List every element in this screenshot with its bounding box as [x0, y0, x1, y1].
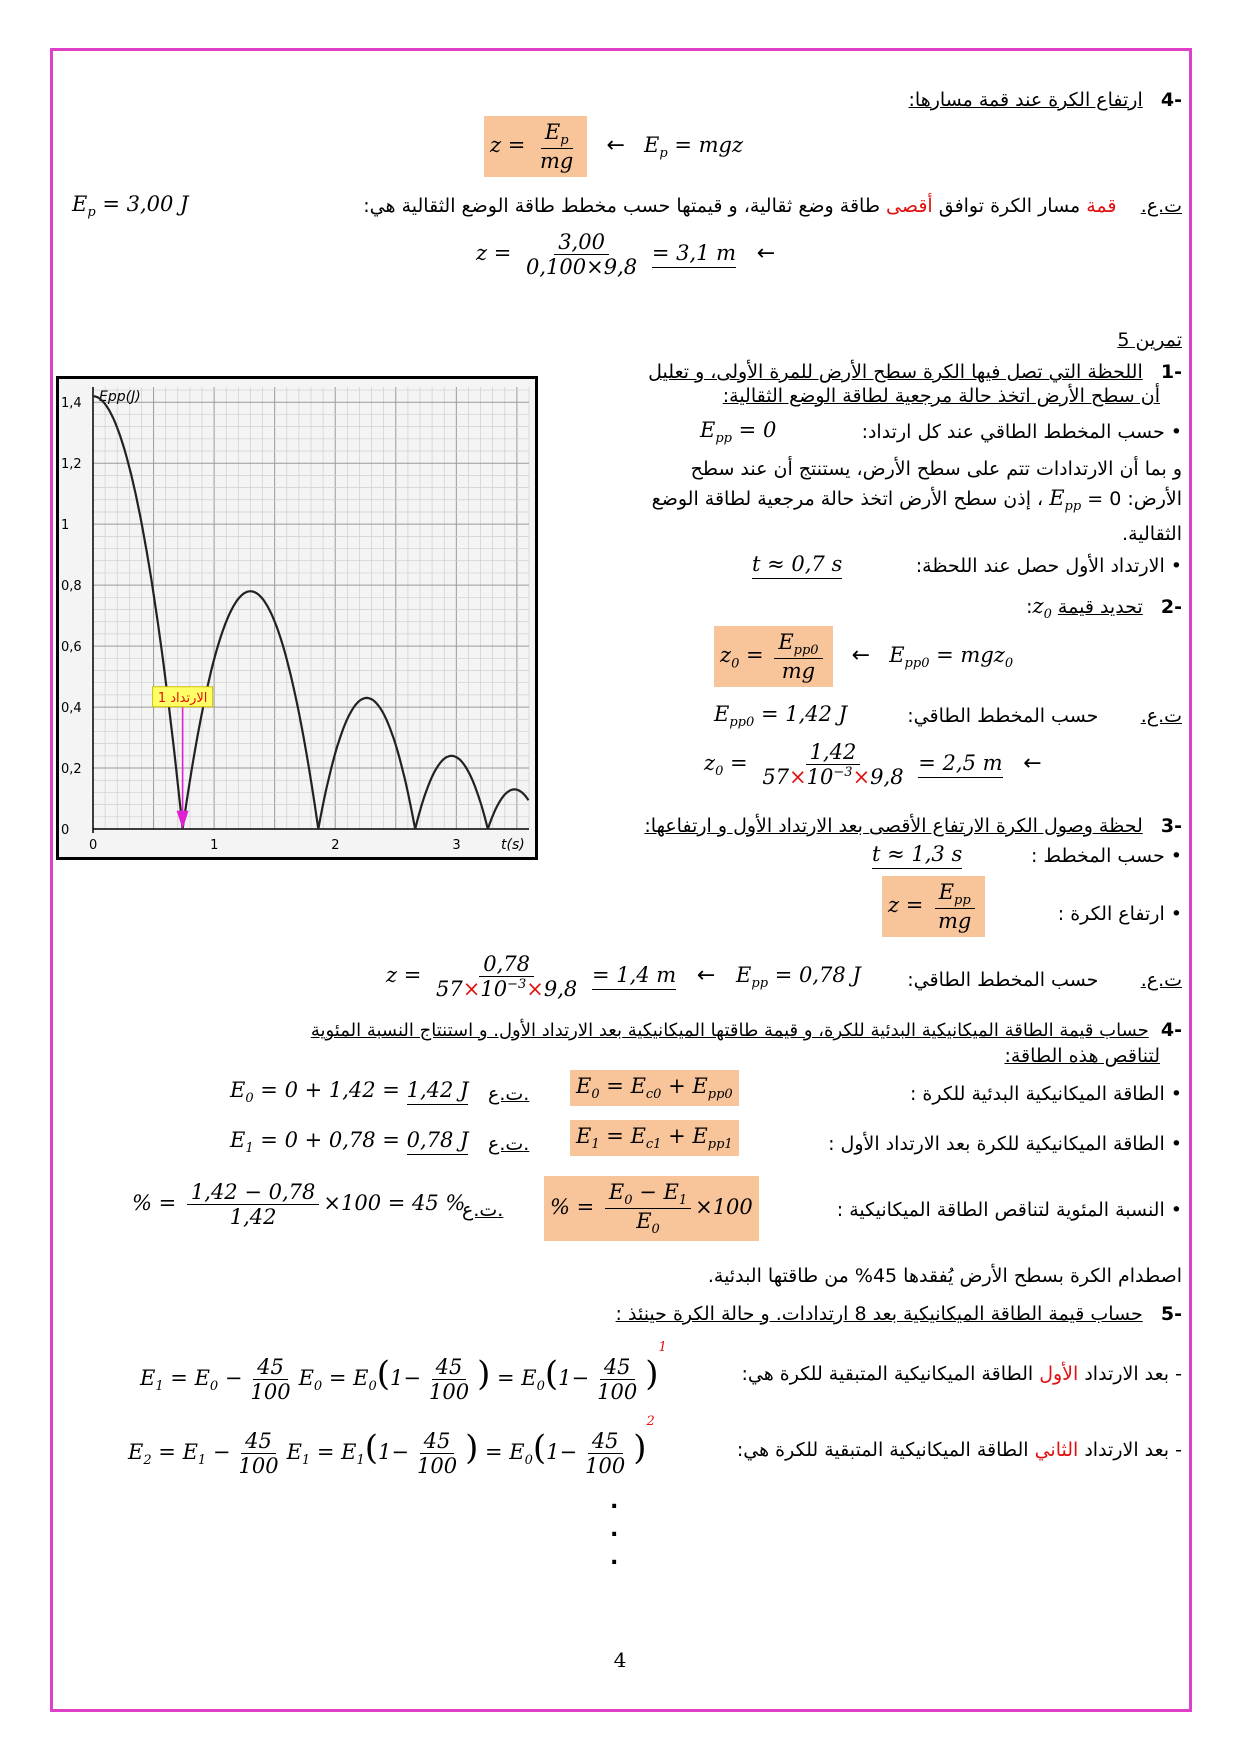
ex5-q5-number: -5: [1160, 1303, 1182, 1325]
ex5-q1-b1-text: • حسب المخطط الطاقي عند كل ارتداد:: [861, 421, 1182, 443]
arrow-icon: ←: [1023, 751, 1042, 776]
ex5-q4-heading-2: [1004, 1042, 1160, 1070]
ex5-q4-b1-te: [488, 1080, 529, 1108]
ex5-q3-formula-row: [882, 876, 985, 937]
q4-calc-num: 3,00: [554, 230, 609, 255]
ex5-q4-b2: • الطاقة الميكانيكية للكرة بعد الارتداد الأول :: [828, 1133, 1182, 1155]
ex5-q4-b1-result: $E_0 = 0 + 1,42 = 1,42$ J: [230, 1078, 469, 1107]
ex5-q4-b3-num: 1,42 − 0,78: [187, 1180, 319, 1205]
q4-text-red-1: قمة: [1086, 195, 1117, 217]
y-tick-label: 1,2: [61, 457, 82, 473]
ex5-q5-exp2: 2: [646, 1414, 655, 1429]
ex5-q4-conclusion: اصطدام الكرة بسطح الأرض يُفقدها 45% من طاقتها البدئية.: [707, 1265, 1182, 1287]
q4-text-part: طاقة وضع ثقالية، و قيمتها حسب مخطط طاقة الوضع الثقالية هي:: [363, 195, 886, 217]
y-tick-label: 0,6: [61, 640, 82, 656]
q4-calc-result: = 3,1 m: [652, 241, 736, 268]
te-label: ت.ع.: [1140, 969, 1182, 991]
ex5-q4-b2-te: [488, 1130, 529, 1158]
y-tick-label: 1,4: [61, 396, 82, 412]
page-number: 4: [613, 1648, 627, 1672]
ex5-q2-colon: :: [1026, 596, 1033, 618]
ex5-q4-heading: [62, 1016, 1182, 1045]
y-tick-label: 0: [61, 823, 70, 838]
ellipsis-dot: .: [610, 1489, 619, 1514]
ex5-q2-calc-num: 1,42: [806, 740, 861, 765]
ex5-q5-title: حساب قيمة الطاقة الميكانيكية بعد 8 ارتدادات. و حالة الكرة حينئذ :: [615, 1303, 1143, 1325]
te-label: ت.ع.: [488, 1083, 530, 1105]
ex5-q4-b1-formula: $E_0 = E_{c0} + E_{pp0}$: [570, 1070, 739, 1106]
ex5-q5-l1-red: الأول: [1039, 1363, 1079, 1385]
y-axis-label: Epp(J): [99, 389, 141, 405]
ex5-q4-b3-calc: % = $\frac{1,42 - 0,78}{1,42}$ ×100 = 45 %: [132, 1180, 466, 1229]
ex5-q1-p2: [652, 484, 1182, 521]
ex5-q3-title: لحظة وصول الكرة الارتفاع الأقصى بعد الارتداد الأول و ارتفاعها:: [644, 815, 1143, 837]
ex5-q3-formula: z = $\frac{E_{pp}}{mg}$: [882, 876, 985, 937]
ex5-q5-exp1: 1: [658, 1340, 667, 1355]
te-label: ت.ع.: [488, 1133, 530, 1155]
ex5-title: [1117, 326, 1182, 354]
ex5-q2-te: [907, 702, 1182, 730]
x-tick-label: 2: [331, 838, 340, 853]
ex5-q5-l2-c: الطاقة الميكانيكية المتبقية للكرة هي:: [736, 1439, 1035, 1461]
ex5-q1-p2-math: $E_{pp}$: [1049, 486, 1082, 515]
q4-ep-value: $E_p = 3,00$ J: [72, 192, 189, 221]
arrow-icon: ←: [696, 963, 716, 988]
ex5-q2-calc: $z_0$ = $\frac{1,42}{57\times 10^{-3}\times 9,8}$ = 2,5 m ←: [704, 740, 1042, 789]
energy-chart-svg: [59, 379, 535, 857]
ex5-q3-calc-num: 0,78: [479, 952, 534, 977]
ex5-q4-title-1: حساب قيمة الطاقة الميكانيكية البدئية للكرة، و قيمة طاقتها الميكانيكية بعد الارتداد الأول. و استنتاج النسبة المئوية: [310, 1020, 1149, 1041]
y-tick-label: 0,2: [61, 762, 82, 778]
ex5-q4-b3-result: ×100 = 45 %: [323, 1191, 466, 1215]
ex5-q5-l2-a: - بعد الارتداد: [1078, 1439, 1182, 1461]
ex5-q2-calc-den: $57\times 10^{-3}\times 9,8$: [762, 765, 904, 789]
q4-heading: [909, 86, 1182, 114]
y-tick-label: 0,4: [61, 701, 82, 717]
q4-formula-ep: $E_p$ = mgz: [644, 133, 744, 162]
arrow-icon: ←: [756, 241, 776, 266]
ex5-q3-b2: • ارتفاع الكرة :: [1057, 903, 1182, 925]
ex5-q3-text: حسب المخطط الطاقي:: [907, 969, 1099, 991]
ex5-q1-p2-a: الأرض: 0 =: [1081, 488, 1182, 510]
ex5-q1-number: -1: [1160, 361, 1182, 383]
ex5-q3-calc: z = $\frac{0,78}{57\times 10^{-3}\times 9,8}$ = 1,4 m ← $E_{pp} = 0,78$ J: [386, 952, 861, 1001]
ex5-q1-p1: و بما أن الارتدادات تتم على سطح الأرض، يستنتج أن عند سطح: [690, 458, 1182, 480]
ex5-q2-formula: $z_0$ = $\frac{E_{pp0}}{mg}$: [714, 626, 833, 687]
ex5-q4-b2-result: $E_1 = 0 + 0,78 = 0,78$ J: [230, 1128, 469, 1157]
ex5-q1-b1-eq: $E_{pp} = 0$: [700, 418, 777, 447]
ex5-q2-value: $E_{pp0} = 1,42$ J: [714, 702, 848, 731]
ex5-q2-heading: [1026, 592, 1182, 629]
energy-graph: [56, 376, 538, 860]
ex5-q3-calc-den: $57\times 10^{-3}\times 9,8$: [436, 977, 578, 1001]
ex5-q2-z0: $z_0$: [1032, 594, 1052, 623]
ex5-q1-title-2: أن سطح الأرض اتخذ حالة مرجعية لطاقة الوضع الثقالية:: [722, 385, 1160, 407]
ex5-q4-number: -4: [1160, 1019, 1182, 1041]
ex5-q4-title-2: لتناقص هذه الطاقة:: [1004, 1045, 1160, 1067]
ex5-q3-b1-eq: t ≈ 1,3 s: [872, 842, 962, 866]
arrow-icon: ←: [606, 133, 625, 159]
ex5-q5-l2-red: الثاني: [1034, 1439, 1079, 1461]
arrow-icon: ←: [851, 643, 871, 669]
ex5-q1-heading-2: [723, 382, 1160, 410]
ex5-q3-te: [907, 966, 1182, 994]
ex5-q3-heading: [644, 812, 1182, 840]
ex5-q3-calc-result: = 1,4 m: [592, 963, 676, 990]
ex5-q4-b3-te: [462, 1196, 503, 1224]
ex5-q1-b2: • الارتداد الأول حصل عند اللحظة:: [915, 555, 1182, 577]
ex5-q1-p3: الثقالية.: [1122, 523, 1182, 545]
te-label: ت.ع.: [1140, 705, 1182, 727]
q4-title: ارتفاع الكرة عند قمة مسارها:: [908, 89, 1143, 111]
ex5-q4-b3-formula: % = $\frac{E_0 - E_1}{E_0}$ ×100: [544, 1176, 759, 1241]
q4-number: -4: [1160, 89, 1182, 111]
q4-calc: z = $\frac{3,00}{0,100\times 9,8}$ = 3,1 m ←: [476, 230, 776, 279]
q4-formula-z: z = $\frac{E_p}{mg}$: [484, 116, 587, 177]
y-tick-label: 1: [61, 518, 70, 534]
ex5-q1-b2-eq: t ≈ 0,7 s: [752, 552, 842, 576]
ex5-q4-b2-formula: $E_1 = E_{c1} + E_{pp1}$: [570, 1120, 739, 1156]
ex5-q2-title: تحديد قيمة: [1057, 596, 1143, 618]
q4-text-red-2: أقصى: [886, 195, 933, 217]
ex5-q2-text: حسب المخطط الطاقي:: [907, 705, 1099, 727]
te-label: ت.ع.: [1140, 195, 1182, 217]
ex5-q1-title-1: اللحظة التي تصل فيها الكرة سطح الأرض للمرة الأولى، و تعليل: [648, 361, 1143, 383]
ex5-q5-l1: [741, 1360, 1182, 1388]
ellipsis-dot: .: [610, 1517, 619, 1542]
q4-formula-row: [484, 116, 743, 177]
ex5-q2-formula-ep: $E_{pp0} = mgz_0$: [889, 643, 1014, 672]
ex5-q2-formula-row: [714, 626, 1013, 687]
ex5-q5-l1-c: الطاقة الميكانيكية المتبقية للكرة هي:: [741, 1363, 1040, 1385]
q4-text: [363, 192, 1182, 220]
ex5-q2-calc-result: = 2,5 m: [918, 751, 1002, 778]
ex5-q3-value: $E_{pp} = 0,78$ J: [736, 963, 861, 992]
ex5-q2-number: -2: [1160, 596, 1182, 618]
ex5-q3-number: -3: [1160, 815, 1182, 837]
x-tick-label: 0: [89, 838, 98, 853]
ellipsis-dot: .: [610, 1545, 619, 1570]
ex5-q1-p2-b: ، إذن سطح الأرض اتخذ حالة مرجعية لطاقة الوضع: [651, 488, 1044, 510]
x-tick-label: 1: [210, 838, 219, 853]
ex5-q5-eq1: $E_1 = E_0$ − $\frac{45}{100}$ $E_0 = E_0(1-$ $\frac{45}{100}$ ) = $E_0(1-$ $\frac{45}{100}$ )$^1$: [140, 1340, 667, 1404]
te-label: ت.ع.: [462, 1199, 504, 1221]
ex5-q5-heading: [616, 1300, 1182, 1328]
ex5-q5-l2: [737, 1436, 1182, 1464]
ex5-q5-eq2: $E_2 = E_1$ − $\frac{45}{100}$ $E_1 = E_1(1-$ $\frac{45}{100}$ ) = $E_0(1-$ $\frac{45}{100}$ )$^2$: [128, 1414, 655, 1478]
ex5-q1-b1: [862, 418, 1182, 446]
annotation-label: الارتداد 1: [157, 690, 208, 706]
ex5-q4-b1: • الطاقة الميكانيكية البدئية للكرة :: [909, 1083, 1182, 1105]
ex5-q3-b1: • حسب المخطط :: [1030, 845, 1182, 867]
q4-calc-den: 0,100×9,8: [526, 255, 638, 279]
ex5-q4-b3-den: 1,42: [229, 1205, 277, 1229]
ex5-q5-l1-a: - بعد الارتداد: [1078, 1363, 1182, 1385]
ex5-q4-b3: • النسبة المئوية لتناقص الطاقة الميكانيكية :: [836, 1199, 1182, 1221]
x-tick-label: 3: [452, 838, 461, 853]
y-tick-label: 0,8: [61, 579, 82, 595]
x-axis-label: t(s): [501, 837, 525, 853]
ex5-title-text: تمرين 5: [1117, 329, 1182, 351]
q4-text-part: مسار الكرة توافق: [932, 195, 1087, 217]
